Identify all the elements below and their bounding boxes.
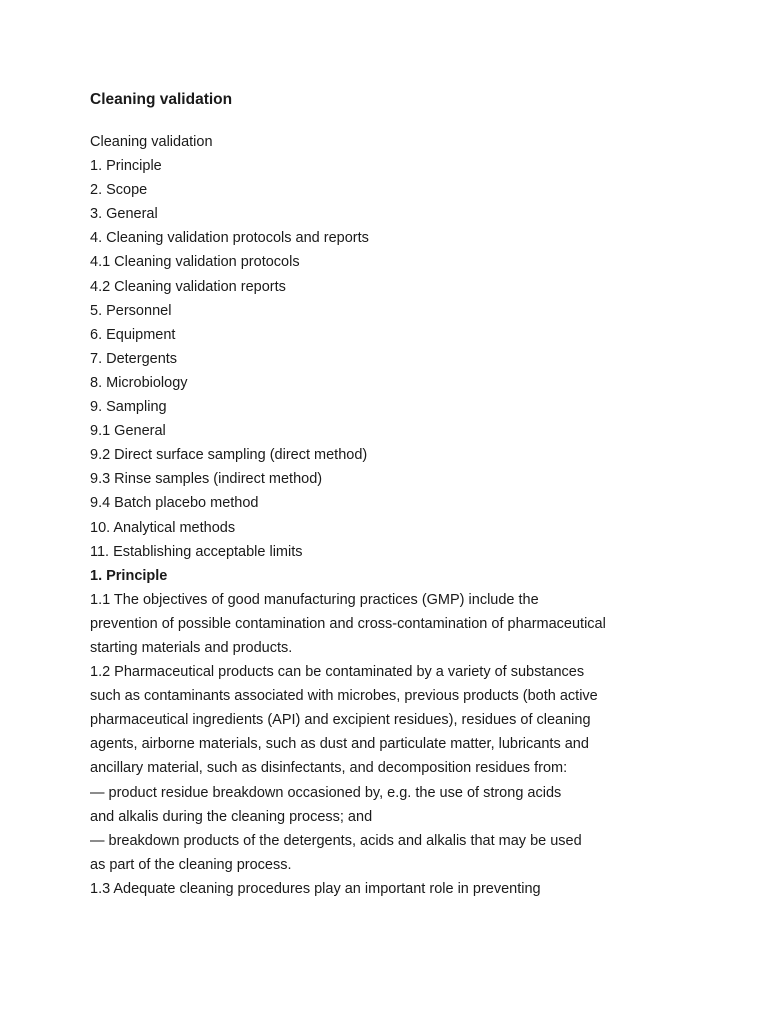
body-line: ancillary material, such as disinfectants, and decomposition residues from:	[90, 760, 568, 777]
toc-item: 11. Establishing acceptable limits	[90, 543, 303, 560]
toc-item: 9.2 Direct surface sampling (direct method)	[90, 447, 368, 464]
document-page	[90, 88, 710, 901]
toc-item: 4.2 Cleaning validation reports	[90, 278, 286, 295]
toc-item: 9.1 General	[90, 423, 166, 440]
body-line: — product residue breakdown occasioned by, e.g. the use of strong acids	[90, 784, 562, 801]
body-line: 1.2 Pharmaceutical products can be contaminated by a variety of substances	[90, 664, 585, 681]
document-title: Cleaning validation	[90, 91, 233, 108]
toc-item: 1. Principle	[90, 158, 162, 175]
toc-item: 4. Cleaning validation protocols and reports	[90, 230, 369, 247]
body-line: pharmaceutical ingredients (API) and excipient residues), residues of cleaning	[90, 712, 591, 729]
toc-item: 8. Microbiology	[90, 374, 188, 391]
toc-item: 6. Equipment	[90, 326, 176, 343]
body-line: — breakdown products of the detergents, acids and alkalis that may be used	[90, 832, 582, 849]
toc-item: 2. Scope	[90, 182, 148, 199]
toc-heading: Cleaning validation	[90, 134, 213, 150]
toc-item: 10. Analytical methods	[90, 519, 236, 536]
toc-item: 4.1 Cleaning validation protocols	[90, 254, 300, 271]
section-heading-principle: 1. Principle	[90, 567, 168, 584]
body-line: prevention of possible contamination and cross-contamination of pharmaceutical	[90, 615, 606, 632]
body-line: such as contaminants associated with microbes, previous products (both active	[90, 688, 598, 705]
toc-item: 9.3 Rinse samples (indirect method)	[90, 471, 323, 488]
toc-item: 7. Detergents	[90, 350, 178, 367]
toc-item: 9. Sampling	[90, 399, 167, 416]
body-line: and alkalis during the cleaning process; and	[90, 808, 373, 825]
body-line: starting materials and products.	[90, 639, 293, 656]
toc-item: 3. General	[90, 206, 158, 223]
body-line: 1.3 Adequate cleaning procedures play an important role in preventing	[90, 880, 541, 897]
body-line: 1.1 The objectives of good manufacturing practices (GMP) include the	[90, 591, 539, 608]
toc-item: 9.4 Batch placebo method	[90, 495, 259, 512]
body-line: as part of the cleaning process.	[90, 856, 292, 873]
table-of-contents	[90, 130, 710, 564]
section-body	[90, 588, 710, 901]
toc-item: 5. Personnel	[90, 302, 172, 319]
body-line: agents, airborne materials, such as dust and particulate matter, lubricants and	[90, 736, 589, 753]
